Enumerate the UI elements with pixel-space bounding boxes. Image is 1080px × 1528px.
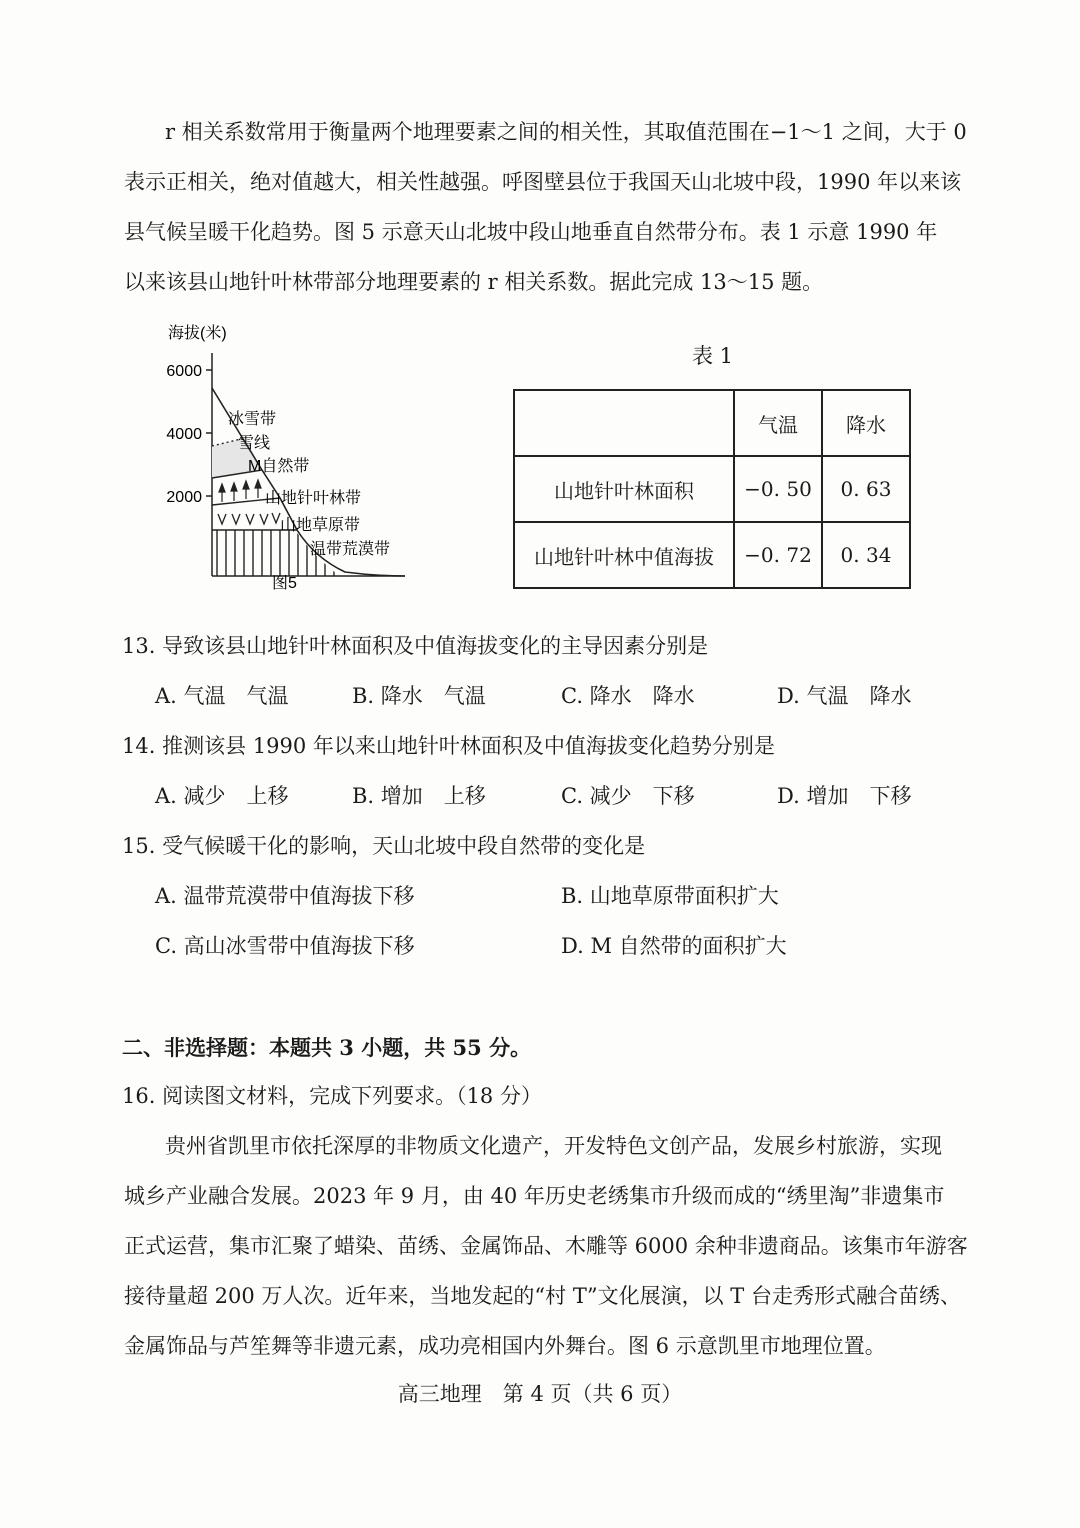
table-1	[513, 389, 911, 589]
table-cell: 山地针叶林面积	[514, 456, 734, 522]
q13-option-b: B. 降水 气温	[352, 684, 486, 708]
table-row	[514, 456, 910, 522]
zone-label-ice-snow: 冰雪带	[228, 411, 277, 428]
question-15-stem: 15. 受气候暖干化的影响，天山北坡中段自然带的变化是	[122, 834, 646, 858]
zone-label-conifer: 山地针叶林带	[265, 490, 362, 507]
table-header-cell: 降水	[822, 390, 910, 456]
q15-option-c: C. 高山冰雪带中值海拔下移	[155, 934, 415, 958]
q13-option-c: C. 降水 降水	[561, 684, 695, 708]
intro-line-4: 以来该县山地针叶林带部分地理要素的 r 相关系数。据此完成 13～15 题。	[124, 270, 824, 294]
intro-line-3: 县气候呈暖干化趋势。图 5 示意天山北坡中段山地垂直自然带分布。表 1 示意 1990 年	[124, 220, 938, 244]
table-header-cell: 气温	[734, 390, 822, 456]
q14-option-a: A. 减少 上移	[155, 784, 289, 808]
q15-option-b: B. 山地草原带面积扩大	[561, 884, 779, 908]
table-header-row	[514, 390, 910, 456]
q13-option-d: D. 气温 降水	[777, 684, 912, 708]
table-row	[514, 522, 910, 588]
table-cell: 0. 63	[822, 456, 910, 522]
q16-material-line-4: 接待量超 200 万人次。近年来，当地发起的“村 T”文化展演，以 T 台走秀形式融合苗绣、	[124, 1284, 961, 1308]
table-title: 表 1	[692, 344, 734, 368]
q16-material-line-3: 正式运营，集市汇聚了蜡染、苗绣、金属饰品、木雕等 6000 余种非遗商品。该集市年游客	[124, 1234, 968, 1258]
q13-option-a: A. 气温 气温	[155, 684, 289, 708]
q14-option-d: D. 增加 下移	[777, 784, 912, 808]
figure-caption: 图5	[272, 575, 297, 592]
table-cell: 0. 34	[822, 522, 910, 588]
tick-6000: 6000	[166, 363, 202, 380]
question-13-stem: 13. 导致该县山地针叶林面积及中值海拔变化的主导因素分别是	[122, 634, 709, 658]
tick-4000: 4000	[166, 426, 202, 443]
question-14-stem: 14. 推测该县 1990 年以来山地针叶林面积及中值海拔变化趋势分别是	[122, 734, 775, 758]
tick-2000: 2000	[166, 489, 202, 506]
table-header-cell	[514, 390, 734, 456]
zone-label-grassland: 山地草原带	[280, 517, 361, 534]
q15-option-a: A. 温带荒漠带中值海拔下移	[155, 884, 415, 908]
q15-option-d: D. M 自然带的面积扩大	[561, 934, 787, 958]
intro-line-1: r 相关系数常用于衡量两个地理要素之间的相关性，其取值范围在−1～1 之间，大于 0	[165, 120, 967, 144]
q16-material-line-1: 贵州省凯里市依托深厚的非物质文化遗产，开发特色文创产品，发展乡村旅游，实现	[165, 1134, 942, 1158]
zone-label-m: M自然带	[248, 458, 310, 475]
intro-line-2: 表示正相关，绝对值越大，相关性越强。呼图壁县位于我国天山北坡中段，1990 年以来该	[124, 170, 962, 194]
q14-option-c: C. 减少 下移	[561, 784, 695, 808]
figure-5-diagram	[150, 318, 420, 593]
zone-label-snowline: 雪线	[238, 435, 271, 452]
q14-option-b: B. 增加 上移	[352, 784, 486, 808]
section-2-heading: 二、非选择题：本题共 3 小题，共 55 分。	[122, 1035, 532, 1060]
y-axis-label: 海拔(米)	[168, 325, 227, 342]
question-16-stem: 16. 阅读图文材料，完成下列要求。（18 分）	[122, 1084, 542, 1108]
table-cell: −0. 72	[734, 522, 822, 588]
q16-material-line-5: 金属饰品与芦笙舞等非遗元素，成功亮相国内外舞台。图 6 示意凯里市地理位置。	[124, 1334, 886, 1358]
page-footer: 高三地理 第 4 页（共 6 页）	[397, 1382, 683, 1406]
zone-label-desert: 温带荒漠带	[310, 541, 391, 558]
table-cell: 山地针叶林中值海拔	[514, 522, 734, 588]
q16-material-line-2: 城乡产业融合发展。2023 年 9 月，由 40 年历史老绣集市升级而成的“绣里淘”非遗集市	[124, 1184, 945, 1208]
table-cell: −0. 50	[734, 456, 822, 522]
